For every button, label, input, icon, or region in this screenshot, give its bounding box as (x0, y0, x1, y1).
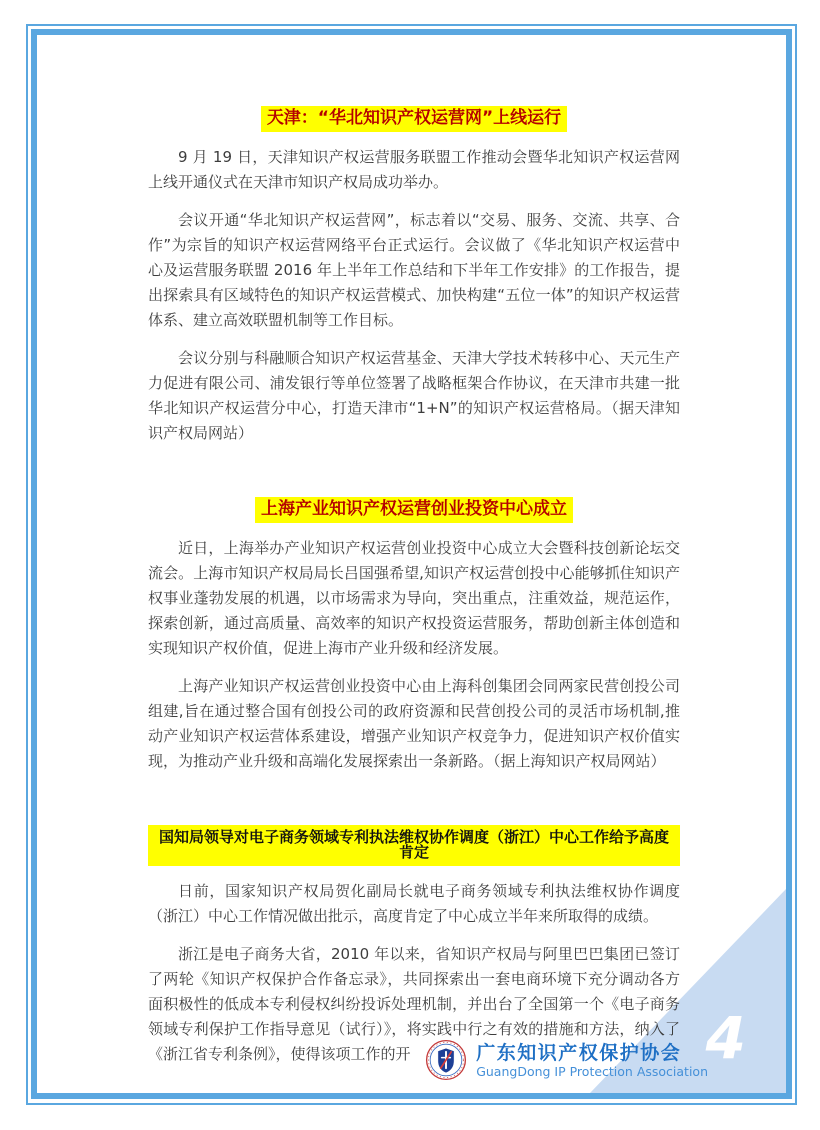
article-title-highlight: 上海产业知识产权运营创业投资中心成立 (255, 497, 573, 523)
association-name-block (476, 1042, 708, 1079)
article-shanghai (148, 497, 680, 774)
article-title (148, 106, 680, 132)
article-paragraph: 浙江是电子商务大省，2010 年以来，省知识产权局与阿里巴巴集团已签订了两轮《知识产权保护合作备忘录》，共同探索出一套电商环境下充分调动各方面积极性的低成本专利侵权纠纷投诉处理机制，并出台了全国第一个《电子商务领域专利保护工作指导意见（试行）》，将实践中行之有效的措施和方法，纳入了《浙江省专利条例》，使得该项工作的开 (148, 945, 680, 1063)
article-paragraph: 9 月 19 日，天津知识产权运营服务联盟工作推动会暨华北知识产权运营网上线开通仪式在天津市知识产权局成功举办。 (148, 148, 680, 191)
article-title (148, 825, 680, 866)
association-name-cn: 广东知识产权保护协会 (476, 1041, 682, 1064)
article-title (148, 497, 680, 523)
article-paragraph: 日前，国家知识产权局贺化副局长就电子商务领域专利执法维权协作调度（浙江）中心工作情况做出批示，高度肯定了中心成立半年来所取得的成绩。 (148, 882, 680, 925)
article-tianjin (148, 106, 680, 446)
article-paragraph: 会议开通“华北知识产权运营网”，标志着以“交易、服务、交流、共享、合作”为宗旨的知识产权运营网络平台正式运行。会议做了《华北知识产权运营中心及运营服务联盟 2016 年上半年工作总结和下半年工作安排》的工作报告，提出探索具有区域特色的知识产权运营模式、加快构建“五位一体”的知识产权运营体系、建立高效联盟机制等工作目标。 (148, 211, 680, 329)
page-content (148, 106, 680, 1067)
article-paragraph: 近日，上海举办产业知识产权运营创业投资中心成立大会暨科技创新论坛交流会。上海市知识产权局局长吕国强希望,知识产权运营创投中心能够抓住知识产权事业蓬勃发展的机遇，以市场需求为导向，突出重点，注重效益，规范运作，探索创新，通过高质量、高效率的知识产权投资运营服务，帮助创新主体创造和实现知识产权价值，促进上海市产业升级和经济发展。 (148, 539, 680, 657)
article-paragraph: 上海产业知识产权运营创业投资中心由上海科创集团会同两家民营创投公司组建,旨在通过整合国有创投公司的政府资源和民营创投公司的灵活市场机制,推动产业知识产权运营体系建设，增强产业知识产权竞争力，促进知识产权价值实现，为推动产业升级和高端化发展探索出一条新路。（据上海知识产权局网站） (148, 677, 680, 770)
article-zhejiang (148, 825, 680, 1067)
association-brand (425, 1039, 708, 1081)
article-title-highlight: 国知局领导对电子商务领域专利执法维权协作调度（浙江）中心工作给予高度肯定 (148, 825, 680, 866)
page-number: 4 (705, 1004, 746, 1072)
article-paragraph: 会议分别与科融顺合知识产权运营基金、天津大学技术转移中心、天元生产力促进有限公司、浦发银行等单位签署了战略框架合作协议，在天津市共建一批华北知识产权运营分中心，打造天津市“1+N”的知识产权运营格局。（据天津知识产权局网站） (148, 349, 680, 442)
page-border-inner (31, 29, 792, 1099)
article-title-highlight: 天津：“华北知识产权运营网”上线运行 (261, 106, 567, 132)
association-name-en: GuangDong IP Protection Association (476, 1063, 708, 1079)
association-emblem-icon (425, 1039, 467, 1081)
